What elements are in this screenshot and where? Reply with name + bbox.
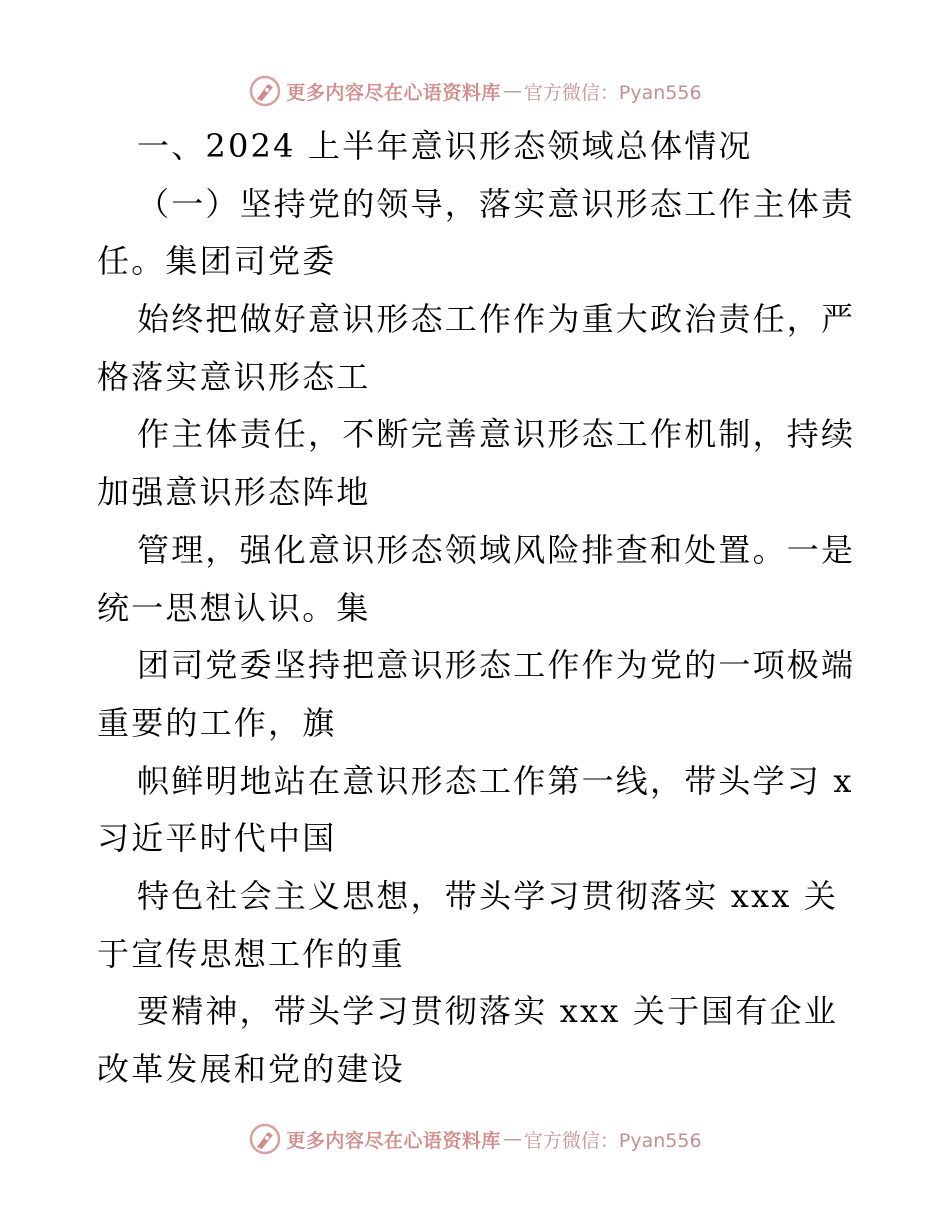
paragraph-line: 管理，强化意识形态领域风险排查和处置。一是: [137, 530, 856, 569]
pen-nib-logo-icon: [248, 1122, 282, 1156]
footer-watermark: [0, 1119, 950, 1159]
paragraph-line: 特色社会主义思想，带头学习贯彻落实 xxx 关: [137, 876, 839, 915]
paragraph-line: 要精神，带头学习贯彻落实 xxx 关于国有企业: [137, 992, 839, 1031]
paragraph-line: 作主体责任，不断完善意识形态工作机制，持续: [137, 415, 856, 454]
watermark-dash: —: [502, 1128, 522, 1150]
paragraph-line: 习近平时代中国: [97, 819, 337, 858]
paragraph-line: 帜鲜明地站在意识形态工作第一线，带头学习 x: [137, 761, 854, 800]
paragraph-line: 始终把做好意识形态工作作为重大政治责任，严: [137, 300, 856, 339]
paragraph-line: （一）坚持党的领导，落实意识形态工作主体责: [137, 184, 856, 223]
paragraph-line: 任。集团司党委: [97, 242, 337, 281]
paragraph-line: 重要的工作，旗: [97, 703, 337, 742]
paragraph-line: 团司党委坚持把意识形态工作作为党的一项极端: [137, 646, 856, 685]
paragraph-line: 于宣传思想工作的重: [97, 934, 405, 973]
watermark-contact: 官方微信：Pyan556: [523, 81, 702, 104]
paragraph-line: 加强意识形态阵地: [97, 473, 371, 512]
section-heading: 一、2024 上半年意识形态领域总体情况: [137, 127, 753, 165]
watermark-dash: —: [502, 80, 522, 102]
paragraph-line: 格落实意识形态工: [97, 357, 371, 396]
watermark-title: 更多内容尽在心语资料库: [286, 1129, 501, 1152]
pen-nib-logo-icon: [248, 74, 282, 108]
paragraph-line: 统一思想认识。集: [97, 588, 371, 627]
paragraph-line: 改革发展和党的建设: [97, 1050, 405, 1088]
watermark-contact: 官方微信：Pyan556: [523, 1129, 702, 1152]
header-watermark: [0, 71, 950, 111]
document-body: [97, 118, 857, 1099]
watermark-title: 更多内容尽在心语资料库: [286, 81, 501, 104]
